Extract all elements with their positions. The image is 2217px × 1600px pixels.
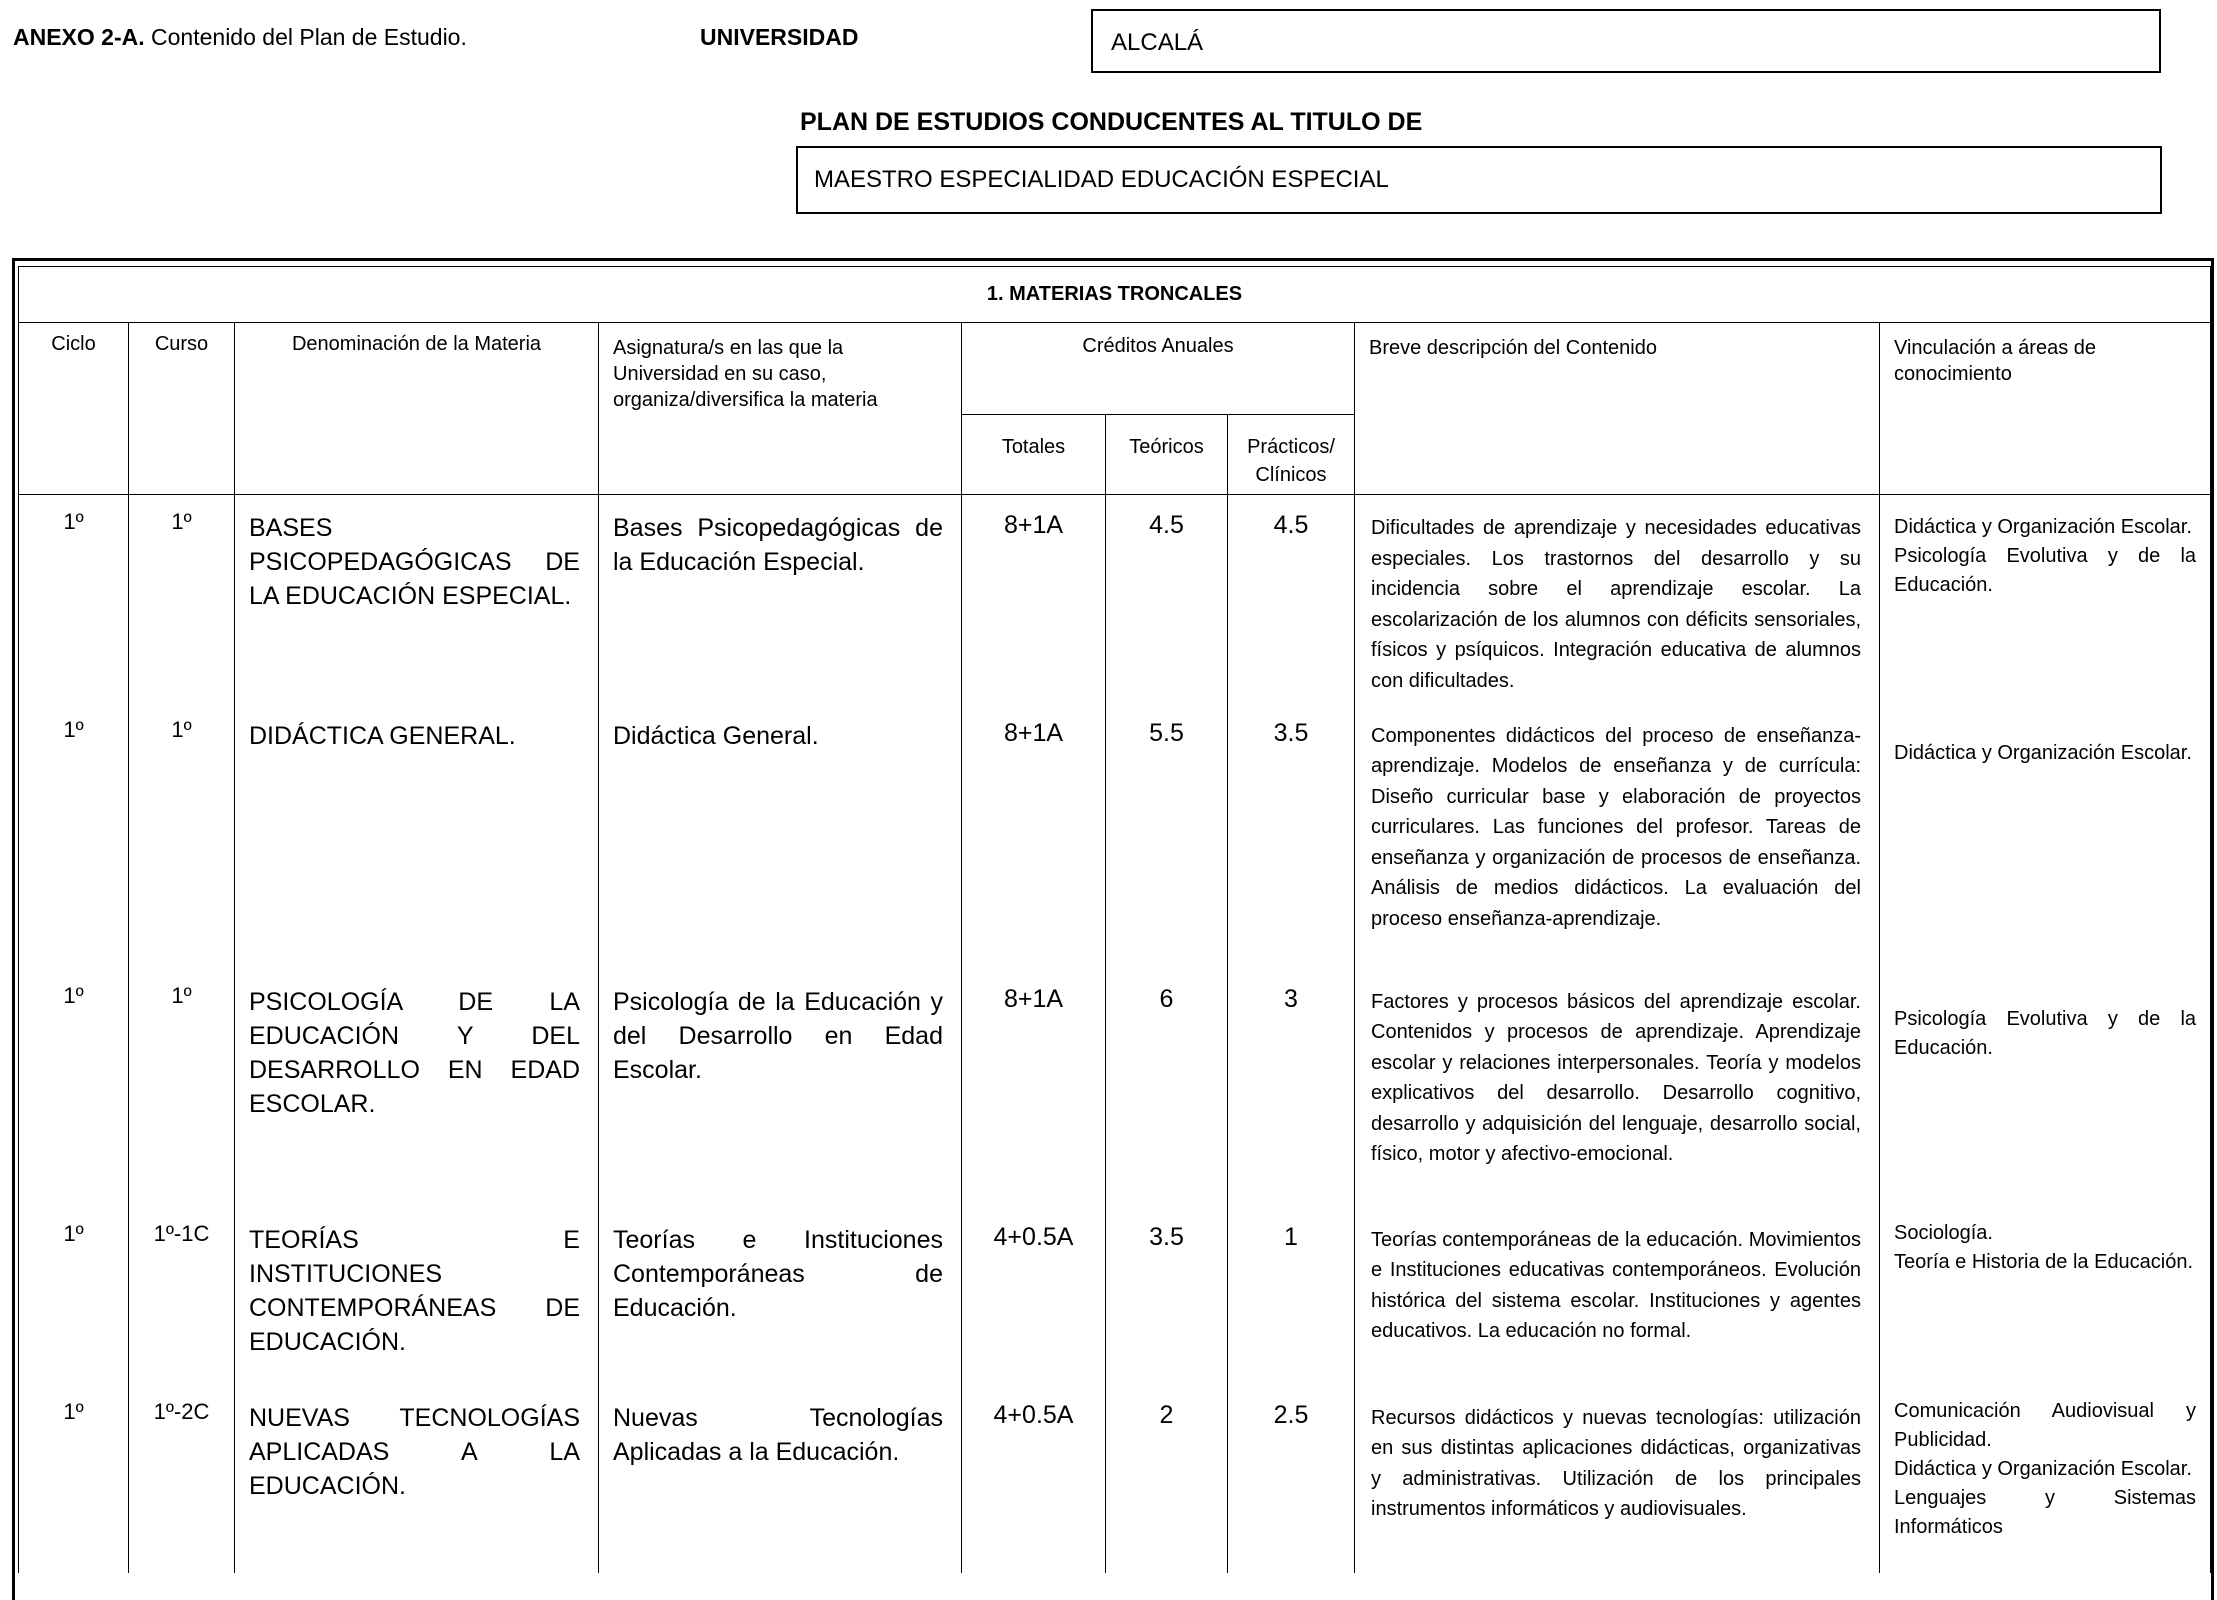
cell-areas bbox=[1880, 969, 2211, 1207]
cell-asignatura: Teorías e Instituciones Contemporáneas de Educación. bbox=[599, 1207, 962, 1385]
university-label: UNIVERSIDAD bbox=[700, 24, 859, 50]
cell-totales: 4+0.5A bbox=[962, 1207, 1106, 1385]
header-practicos: Prácticos/ Clínicos bbox=[1228, 415, 1355, 495]
degree-title-value: MAESTRO ESPECIALIDAD EDUCACIÓN ESPECIAL bbox=[814, 166, 1389, 193]
section-title: 1. MATERIAS TRONCALES bbox=[19, 267, 2211, 323]
cell-denominacion: NUEVAS TECNOLOGÍAS APLICADAS A LA EDUCACIÓN. bbox=[235, 1385, 599, 1573]
cell-teoricos: 4.5 bbox=[1106, 495, 1228, 703]
cell-totales: 8+1A bbox=[962, 969, 1106, 1207]
cell-curso: 1º bbox=[129, 969, 235, 1207]
cell-curso: 1º-1C bbox=[129, 1207, 235, 1385]
cell-curso: 1º bbox=[129, 703, 235, 969]
header-creditos: Créditos Anuales bbox=[962, 323, 1355, 415]
area-item: Didáctica y Organización Escolar. bbox=[1894, 741, 2192, 764]
area-item: Didáctica y Organización Escolar. bbox=[1894, 1457, 2192, 1480]
degree-title-field bbox=[796, 146, 2162, 214]
cell-descripcion: Recursos didácticos y nuevas tecnologías: utilización en sus distintas aplicaciones didácticas, organizativas y administrativas. Utilización de los principales instrumentos informáticos y audiovisuales. bbox=[1355, 1385, 1880, 1573]
area-item: Psicología Evolutiva y de la Educación. bbox=[1894, 545, 2197, 596]
table-row bbox=[19, 1385, 2211, 1573]
cell-denominacion: PSICOLOGÍA DE LA EDUCACIÓN Y DEL DESARROLLO EN EDAD ESCOLAR. bbox=[235, 969, 599, 1207]
area-item: Sociología. bbox=[1894, 1221, 1993, 1244]
cell-descripcion: Teorías contemporáneas de la educación. Movimientos e Instituciones educativas contemporáneos. Evolución histórica del sistema escolar. Instituciones y agentes educativos. La educación no formal. bbox=[1355, 1207, 1880, 1385]
header-curso: Curso bbox=[129, 323, 235, 495]
cell-ciclo: 1º bbox=[19, 969, 129, 1207]
cell-ciclo: 1º bbox=[19, 495, 129, 703]
cell-asignatura: Didáctica General. bbox=[599, 703, 962, 969]
cell-teoricos: 5.5 bbox=[1106, 703, 1228, 969]
cell-totales: 8+1A bbox=[962, 703, 1106, 969]
cell-areas bbox=[1880, 495, 2211, 703]
area-item: Lenguajes y Sistemas Informáticos bbox=[1894, 1486, 2197, 1538]
cell-areas bbox=[1880, 1385, 2211, 1573]
cell-denominacion: TEORÍAS E INSTITUCIONES CONTEMPORÁNEAS DE EDUCACIÓN. bbox=[235, 1207, 599, 1385]
cell-totales: 4+0.5A bbox=[962, 1385, 1106, 1573]
cell-areas bbox=[1880, 1207, 2211, 1385]
cell-practicos: 3.5 bbox=[1228, 703, 1355, 969]
subjects-table bbox=[18, 266, 2211, 1573]
table-row bbox=[19, 969, 2211, 1207]
cell-asignatura: Psicología de la Educación y del Desarrollo en Edad Escolar. bbox=[599, 969, 962, 1207]
cell-teoricos: 2 bbox=[1106, 1385, 1228, 1573]
cell-totales: 8+1A bbox=[962, 495, 1106, 703]
cell-areas bbox=[1880, 703, 2211, 969]
cell-practicos: 3 bbox=[1228, 969, 1355, 1207]
table-row bbox=[19, 1207, 2211, 1385]
header-vinculacion: Vinculación a áreas de conocimiento bbox=[1880, 323, 2211, 495]
university-value: ALCALÁ bbox=[1111, 29, 1204, 56]
cell-denominacion: DIDÁCTICA GENERAL. bbox=[235, 703, 599, 969]
annex-label: ANEXO 2-A. bbox=[13, 24, 145, 50]
area-item: Comunicación Audiovisual y Publicidad. bbox=[1894, 1399, 2197, 1451]
cell-descripcion: Componentes didácticos del proceso de enseñanza- aprendizaje. Modelos de enseñanza y de currícula: Diseño curricular base y elaboración de proyectos curriculares. Las funciones del profesor. Tareas de enseñanza y organización de procesos de enseñanza. Análisis de medios didácticos. La evaluación del proceso enseñanza-aprendizaje. bbox=[1355, 703, 1880, 969]
cell-asignatura: Nuevas Tecnologías Aplicadas a la Educación. bbox=[599, 1385, 962, 1573]
cell-descripcion: Factores y procesos básicos del aprendizaje escolar. Contenidos y procesos de aprendizaje. Aprendizaje escolar y relaciones interpersonales. Teoría y modelos explicativos del desarrollo. Desarrollo cognitivo, desarrollo y adquisición del lenguaje, desarrollo social, físico, motor y afectivo-emocional. bbox=[1355, 969, 1880, 1207]
annex-description: Contenido del Plan de Estudio. bbox=[144, 24, 467, 50]
university-field bbox=[1091, 9, 2161, 73]
area-item: Didáctica y Organización Escolar. bbox=[1894, 516, 2192, 538]
cell-teoricos: 6 bbox=[1106, 969, 1228, 1207]
cell-descripcion: Dificultades de aprendizaje y necesidades educativas especiales. Los trastornos del desarrollo y su incidencia sobre el aprendizaje escolar. La escolarización de los alumnos con déficits sensoriales, físicos y psíquicos. Integración educativa de alumnos con dificultades. bbox=[1355, 495, 1880, 703]
cell-ciclo: 1º bbox=[19, 703, 129, 969]
table-row bbox=[19, 703, 2211, 969]
header-ciclo: Ciclo bbox=[19, 323, 129, 495]
annex-title bbox=[13, 24, 467, 51]
cell-practicos: 4.5 bbox=[1228, 495, 1355, 703]
cell-denominacion: BASES PSICOPEDAGÓGICAS DE LA EDUCACIÓN ESPECIAL. bbox=[235, 495, 599, 703]
cell-asignatura: Bases Psicopedagógicas de la Educación Especial. bbox=[599, 495, 962, 703]
header-teoricos: Teóricos bbox=[1106, 415, 1228, 495]
header-descripcion: Breve descripción del Contenido bbox=[1355, 323, 1880, 495]
cell-practicos: 2.5 bbox=[1228, 1385, 1355, 1573]
header-denominacion: Denominación de la Materia bbox=[235, 323, 599, 495]
cell-teoricos: 3.5 bbox=[1106, 1207, 1228, 1385]
cell-practicos: 1 bbox=[1228, 1207, 1355, 1385]
area-item: Teoría e Historia de la Educación. bbox=[1894, 1250, 2194, 1273]
cell-curso: 1º-2C bbox=[129, 1385, 235, 1573]
cell-ciclo: 1º bbox=[19, 1385, 129, 1573]
area-item: Psicología Evolutiva y de la Educación. bbox=[1894, 1007, 2197, 1059]
cell-curso: 1º bbox=[129, 495, 235, 703]
header-asignatura: Asignatura/s en las que la Universidad en su caso, organiza/diversifica la materia bbox=[599, 323, 962, 495]
plan-label: PLAN DE ESTUDIOS CONDUCENTES AL TITULO DE bbox=[800, 108, 1423, 136]
table-row bbox=[19, 495, 2211, 703]
cell-ciclo: 1º bbox=[19, 1207, 129, 1385]
header-totales: Totales bbox=[962, 415, 1106, 495]
